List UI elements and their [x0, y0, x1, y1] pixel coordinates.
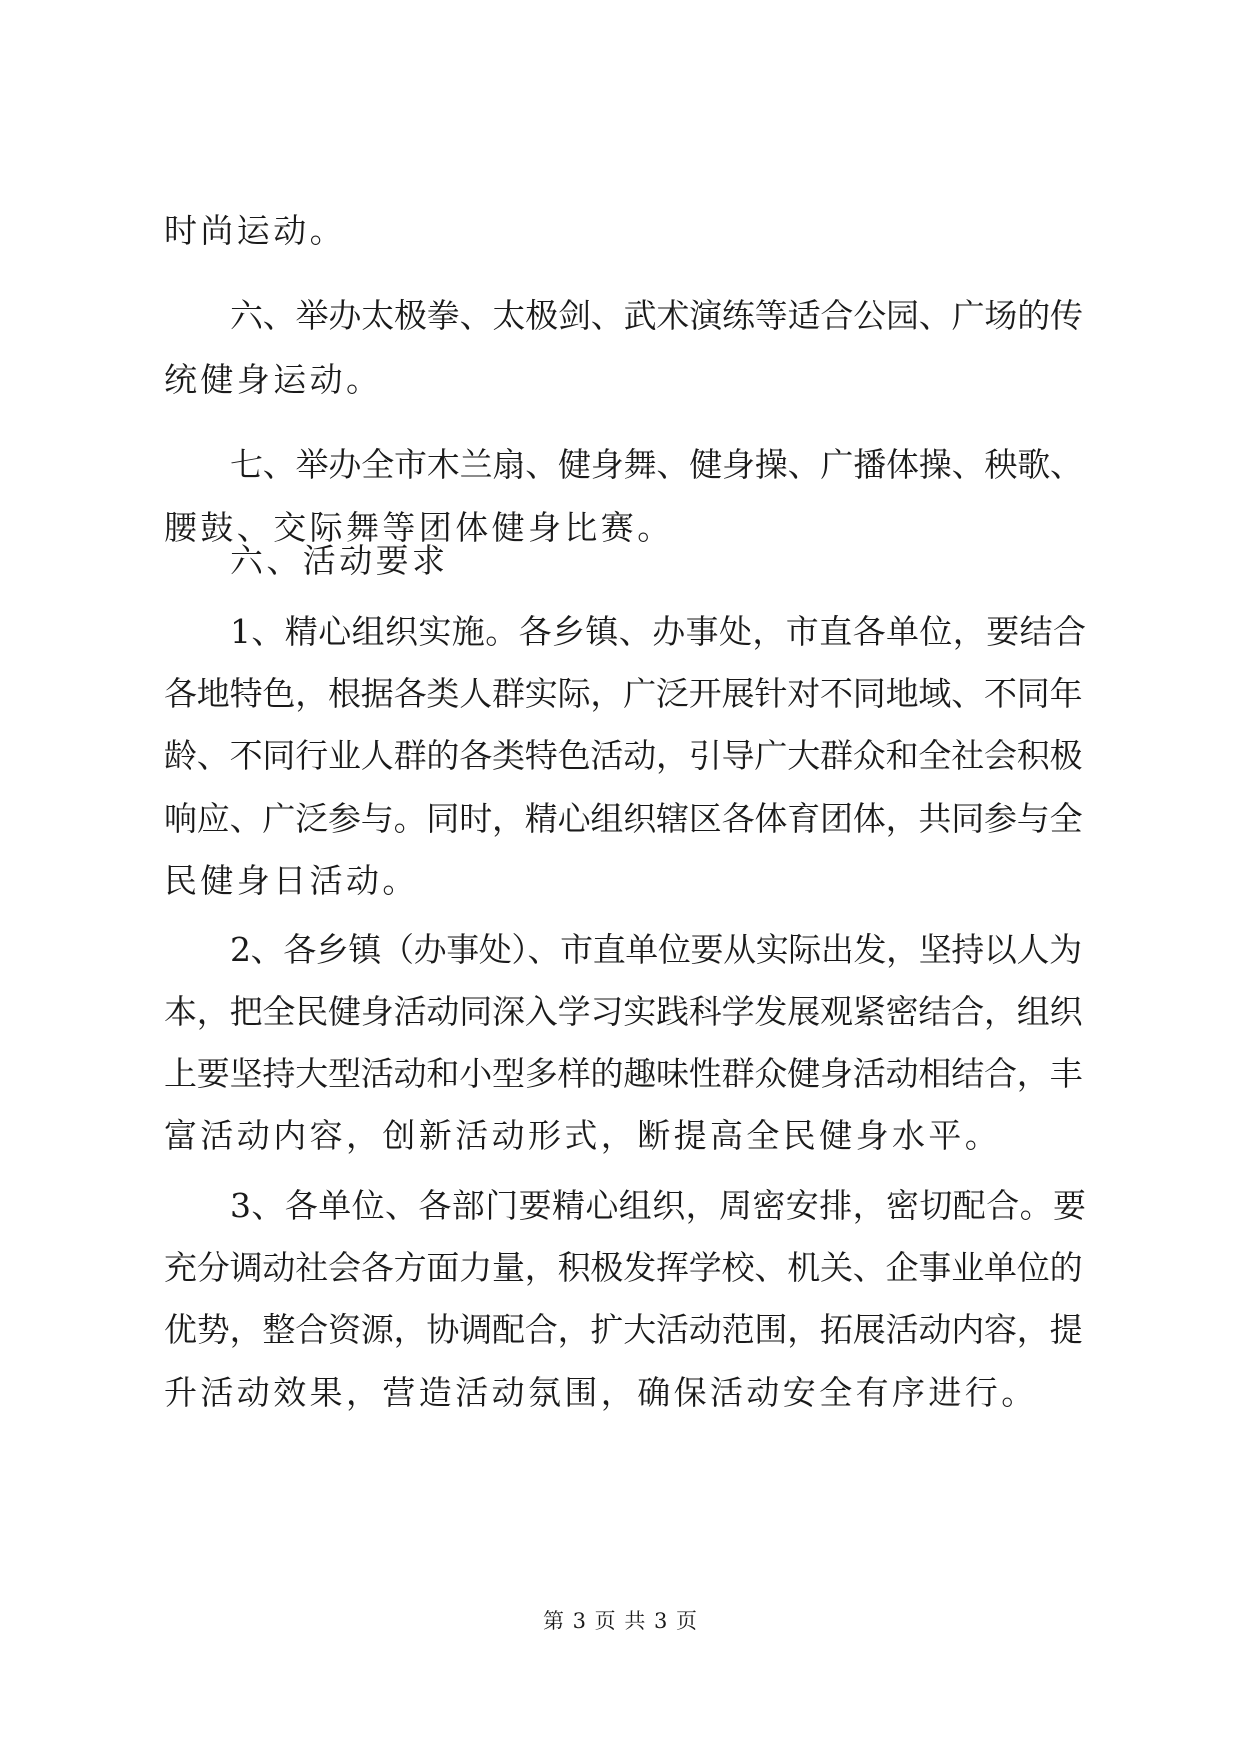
- body-line-15: 富活动内容，创新活动形式，断提高全民健身水平。: [164, 1116, 1002, 1155]
- body-line-16: 3、各单位、各部门要精心组织，周密安排，密切配合。要: [230, 1186, 1087, 1225]
- body-line-19: 升活动效果，营造活动氛围，确保活动安全有序进行。: [164, 1373, 1038, 1412]
- body-line-7: 1、精心组织实施。各乡镇、办事处，市直各单位，要结合: [230, 612, 1087, 651]
- body-line-1: 时尚运动。: [164, 211, 346, 250]
- page-footer: 第 3 页 共 3 页: [542, 1609, 699, 1633]
- body-line-13: 本，把全民健身活动同深入学习实践科学发展观紧密结合，组织: [164, 992, 1083, 1031]
- body-line-5: 腰鼓、交际舞等团体健身比赛。: [164, 508, 674, 547]
- body-line-17: 充分调动社会各方面力量，积极发挥学校、机关、企事业单位的: [164, 1248, 1083, 1287]
- body-line-12: 2、各乡镇（办事处）、市直单位要从实际出发，坚持以人为: [230, 930, 1082, 969]
- body-line-2: 六、举办太极拳、太极剑、武术演练等适合公园、广场的传: [230, 296, 1083, 335]
- body-line-4: 七、举办全市木兰扇、健身舞、健身操、广播体操、秧歌、: [230, 445, 1083, 484]
- body-line-18: 优势，整合资源，协调配合，扩大活动范围，拓展活动内容，提: [164, 1310, 1083, 1349]
- body-line-3: 统健身运动。: [164, 360, 383, 399]
- body-line-9: 龄、不同行业人群的各类特色活动，引导广大群众和全社会积极: [164, 736, 1083, 775]
- body-line-14: 上要坚持大型活动和小型多样的趣味性群众健身活动相结合，丰: [164, 1054, 1083, 1093]
- body-line-10: 响应、广泛参与。同时，精心组织辖区各体育团体，共同参与全: [164, 799, 1083, 838]
- section-heading: 六、活动要求: [230, 541, 449, 580]
- body-line-8: 各地特色，根据各类人群实际，广泛开展针对不同地域、不同年: [164, 674, 1083, 713]
- body-line-11: 民健身日活动。: [164, 861, 419, 900]
